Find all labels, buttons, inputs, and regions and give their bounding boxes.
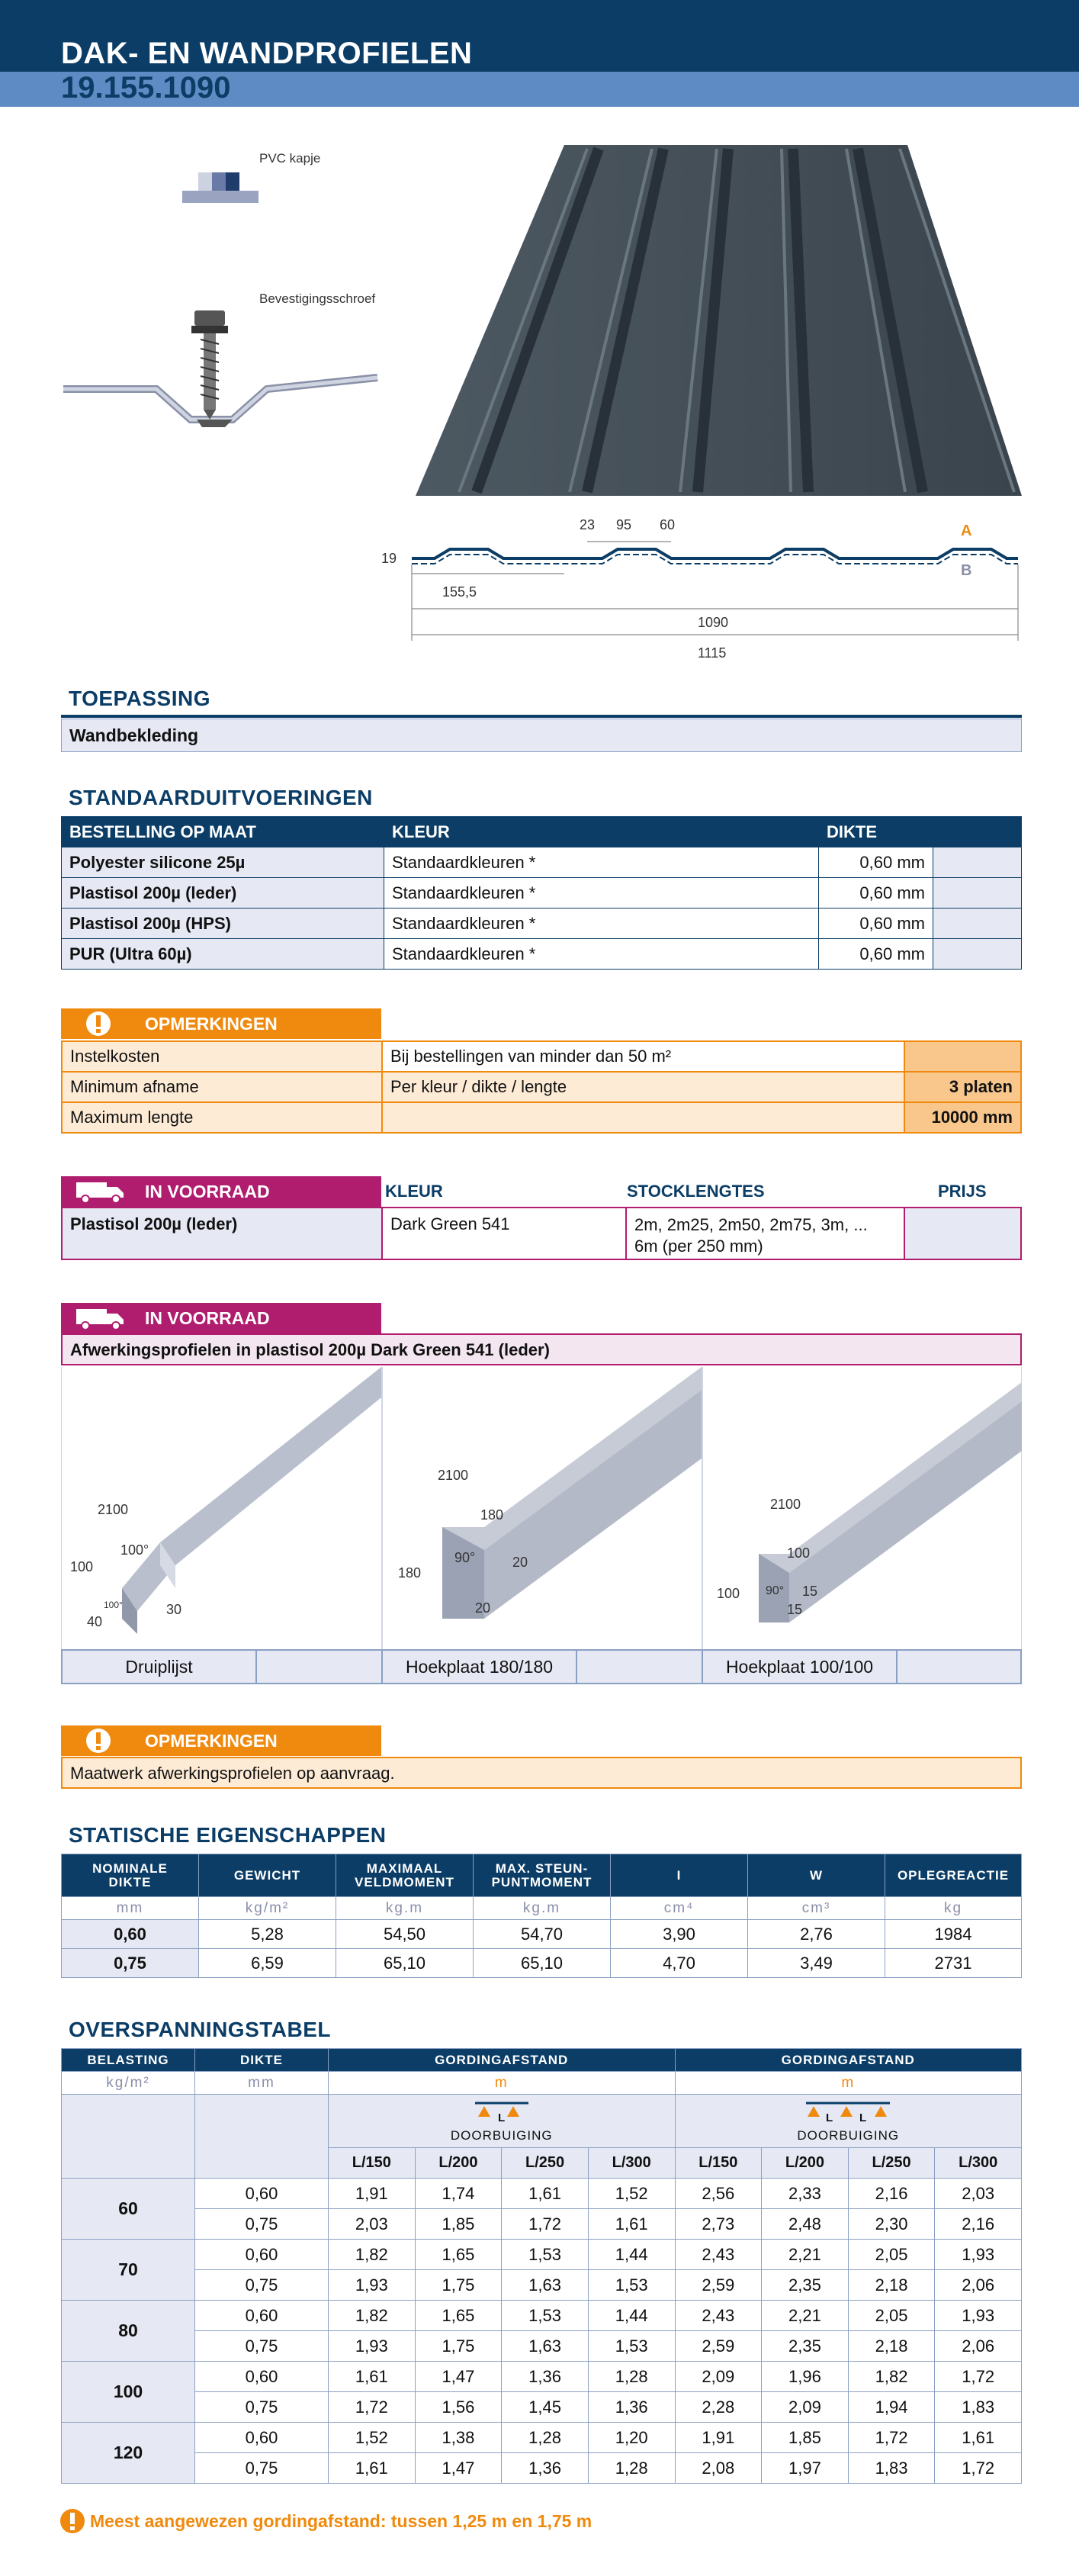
col-ratio: L/150	[675, 2148, 762, 2179]
standaard-table	[61, 816, 1022, 970]
cell: 2,73	[675, 2209, 762, 2240]
cell: 1,61	[502, 2179, 589, 2209]
dim-text: 40	[87, 1614, 103, 1629]
voorraad-col-stock: STOCKLENGTES	[627, 1182, 765, 1201]
col-bestelling: BESTELLING OP MAAT	[62, 817, 384, 847]
cell: 54,50	[336, 1920, 474, 1949]
cell: 1,97	[762, 2453, 849, 2484]
cell: 1,65	[415, 2301, 502, 2331]
dim-text: 2100	[98, 1502, 129, 1517]
col-belasting: BELASTING	[62, 2049, 195, 2072]
cell: 0,75	[62, 1949, 199, 1978]
table-row	[62, 2240, 1022, 2270]
cell: Standaardkleuren *	[384, 878, 819, 909]
cell: 2,16	[848, 2179, 935, 2209]
col-gordingafstand-2: GORDINGAFSTAND	[675, 2049, 1022, 2072]
stock-line-1: 2m, 2m25, 2m50, 2m75, 3m, ...	[634, 1215, 868, 1234]
col-dikte: DIKTE	[195, 2049, 329, 2072]
cell: 1,56	[415, 2392, 502, 2423]
cell: 0,75	[195, 2209, 329, 2240]
opmerkingen-title: OPMERKINGEN	[145, 1014, 278, 1034]
dim-23: 23	[580, 517, 596, 532]
cell: Per kleur / dikte / lengte	[382, 1072, 904, 1102]
col-header: W	[748, 1854, 885, 1897]
cell: 0,75	[195, 2392, 329, 2423]
dim-text: 100	[787, 1545, 811, 1561]
unit: cm⁴	[611, 1897, 748, 1920]
dim-text: 20	[512, 1555, 528, 1570]
cell: 3,90	[611, 1920, 748, 1949]
profile-names-table	[61, 1649, 1022, 1684]
table-row	[62, 2331, 1022, 2362]
cell: 1,82	[329, 2301, 416, 2331]
statisch-table	[61, 1854, 1022, 1978]
dim-text: 90°	[766, 1584, 785, 1597]
col-dikte: DIKTE	[819, 817, 933, 847]
dim-19: 19	[381, 551, 397, 566]
col-empty	[933, 817, 1022, 847]
table-row	[62, 1102, 1021, 1133]
cell: 1,85	[415, 2209, 502, 2240]
cell: 1,93	[935, 2301, 1022, 2331]
cell: 1,36	[502, 2362, 589, 2392]
warning-icon	[85, 1011, 111, 1037]
voorraad-title: IN VOORRAAD	[145, 1182, 270, 1201]
voorraad-col-prijs: PRIJS	[938, 1182, 987, 1201]
dim-155: 155,5	[442, 584, 477, 600]
table-row	[62, 2453, 1022, 2484]
unit: kg.m	[336, 1897, 474, 1920]
cell: 1,61	[329, 2362, 416, 2392]
cell	[195, 2095, 329, 2179]
doorbuiging-cell-2	[675, 2095, 1022, 2148]
dim-text: 180	[398, 1565, 422, 1581]
dim-1115: 1115	[698, 645, 727, 661]
profile-cross-section	[374, 511, 1029, 671]
truck-icon	[75, 1307, 128, 1330]
table-row	[62, 1920, 1022, 1949]
dim-text: 100°	[104, 1600, 123, 1610]
cell: 1,44	[588, 2301, 675, 2331]
col-header: OPLEGREACTIE	[885, 1854, 1022, 1897]
toepassing-value: Wandbekleding	[61, 719, 1022, 752]
units-row	[62, 2072, 1022, 2095]
cell: 2,43	[675, 2240, 762, 2270]
cell: 1,93	[329, 2270, 416, 2301]
load-cell: 100	[62, 2362, 195, 2423]
unit: kg	[885, 1897, 1022, 1920]
beam-icon	[798, 2098, 898, 2124]
cell: Plastisol 200µ (HPS)	[62, 909, 384, 939]
load-cell: 60	[62, 2179, 195, 2240]
cell: 2,03	[935, 2179, 1022, 2209]
cell: 1,91	[675, 2423, 762, 2453]
dim-text: 90°	[454, 1550, 476, 1565]
col-header: I	[611, 1854, 748, 1897]
cell: 1,61	[588, 2209, 675, 2240]
cell: 1,53	[502, 2301, 589, 2331]
cell: 2,05	[848, 2240, 935, 2270]
cell: 1,36	[588, 2392, 675, 2423]
dim-text: 20	[475, 1600, 491, 1616]
table-row	[62, 847, 1022, 878]
cell: 1,72	[329, 2392, 416, 2423]
dim-text: 15	[787, 1602, 803, 1617]
cell: 2,18	[848, 2331, 935, 2362]
col-ratio: L/250	[848, 2148, 935, 2179]
cell: 2731	[885, 1949, 1022, 1978]
unit: mm	[62, 1897, 199, 1920]
cell	[933, 939, 1022, 970]
cell: 2,35	[762, 2270, 849, 2301]
page-title: DAK- EN WANDPROFIELEN	[61, 37, 473, 70]
table-row	[62, 1072, 1021, 1102]
table-row	[62, 1949, 1022, 1978]
table-row	[62, 2301, 1022, 2331]
dim-text: 180	[480, 1507, 504, 1523]
opmerkingen-table	[61, 1040, 1022, 1134]
cell	[933, 878, 1022, 909]
divider	[702, 1367, 703, 1649]
cell: 3,49	[748, 1949, 885, 1978]
cell: 1,83	[935, 2392, 1022, 2423]
table-row	[62, 909, 1022, 939]
unit: m	[329, 2072, 676, 2095]
cell: 1,74	[415, 2179, 502, 2209]
cell: 3 platen	[904, 1072, 1021, 1102]
unit: mm	[195, 2072, 329, 2095]
table-row	[62, 2209, 1022, 2240]
cell: 2,76	[748, 1920, 885, 1949]
stock-line-2: 6m (per 250 mm)	[634, 1237, 763, 1256]
cell	[933, 909, 1022, 939]
cell: 0,60 mm	[819, 878, 933, 909]
cell: Instelkosten	[62, 1041, 382, 1072]
cell	[62, 2095, 195, 2179]
cell: 2,33	[762, 2179, 849, 2209]
label-b: B	[961, 562, 972, 579]
col-ratio: L/300	[588, 2148, 675, 2179]
product-code: 19.155.1090	[61, 71, 231, 105]
cell	[256, 1650, 382, 1684]
doorbuiging-cell-1	[329, 2095, 676, 2148]
cell: 1,28	[502, 2423, 589, 2453]
cell: 1,61	[935, 2423, 1022, 2453]
doorbuiging-label: DOORBUIGING	[797, 2128, 900, 2143]
cell: Standaardkleuren *	[384, 939, 819, 970]
cell: 1,38	[415, 2423, 502, 2453]
cell: 1,72	[848, 2423, 935, 2453]
cell: 1,61	[329, 2453, 416, 2484]
cell: 1,28	[588, 2362, 675, 2392]
dim-text: 100	[717, 1586, 740, 1601]
cell: 2,56	[675, 2179, 762, 2209]
voorraad-col-kleur: KLEUR	[385, 1182, 443, 1201]
cell: 2,43	[675, 2301, 762, 2331]
standaard-title: STANDAARDUITVOERINGEN	[69, 786, 373, 809]
cell: 1,47	[415, 2453, 502, 2484]
cell	[897, 1650, 1021, 1684]
cell: 1,45	[502, 2392, 589, 2423]
cell	[382, 1102, 904, 1133]
cell: 2,35	[762, 2331, 849, 2362]
col-gordingafstand-1: GORDINGAFSTAND	[329, 2049, 676, 2072]
cell: 0,60	[195, 2240, 329, 2270]
screw-label: Bevestigingsschroef	[259, 291, 376, 306]
ov-header-row	[62, 2049, 1022, 2072]
cell: 2,48	[762, 2209, 849, 2240]
overspanning-table	[61, 2048, 1022, 2484]
dim-95: 95	[616, 517, 632, 532]
standaard-header-row	[62, 817, 1022, 847]
overspanning-body	[62, 2179, 1022, 2484]
dim-text: 15	[802, 1584, 818, 1599]
voorraad2-subtitle: Afwerkingsprofielen in plastisol 200µ Dark Green 541 (leder)	[61, 1333, 1022, 1365]
cell: Polyester silicone 25µ	[62, 847, 384, 878]
cell: 0,60 mm	[819, 909, 933, 939]
cell: 2,59	[675, 2331, 762, 2362]
statisch-title: STATISCHE EIGENSCHAPPEN	[69, 1823, 387, 1847]
cell: 2,06	[935, 2270, 1022, 2301]
cell: 0,60	[195, 2301, 329, 2331]
cell: 2,21	[762, 2301, 849, 2331]
load-cell: 70	[62, 2240, 195, 2301]
table-row	[62, 939, 1022, 970]
beam-icon	[467, 2098, 536, 2124]
col-ratio: L/150	[329, 2148, 416, 2179]
table-row	[62, 2179, 1022, 2209]
L-label: L	[826, 2111, 834, 2124]
table-row	[62, 1208, 1021, 1259]
cell: 2,05	[848, 2301, 935, 2331]
cell: 0,60	[195, 2423, 329, 2453]
cell: Standaardkleuren *	[384, 909, 819, 939]
cell: 1,75	[415, 2331, 502, 2362]
cell: 1,85	[762, 2423, 849, 2453]
cell: Bij bestellingen van minder dan 50 m²	[382, 1041, 904, 1072]
cell: 1,72	[502, 2209, 589, 2240]
cell: 2,03	[329, 2209, 416, 2240]
roof-sheet-image	[412, 141, 1029, 500]
cell: 1,94	[848, 2392, 935, 2423]
cell: 0,75	[195, 2270, 329, 2301]
cell: 1,63	[502, 2331, 589, 2362]
L-label: L	[859, 2111, 868, 2124]
table-row	[62, 2392, 1022, 2423]
cell	[904, 1208, 1021, 1259]
cell: 1,82	[848, 2362, 935, 2392]
cell: 1,44	[588, 2240, 675, 2270]
statisch-header-row	[62, 1854, 1022, 1897]
cell: 2,30	[848, 2209, 935, 2240]
cell: 2,06	[935, 2331, 1022, 2362]
cell: Standaardkleuren *	[384, 847, 819, 878]
cell: Plastisol 200µ (leder)	[62, 878, 384, 909]
unit: kg.m	[474, 1897, 611, 1920]
cell: 65,10	[336, 1949, 474, 1978]
cell: 0,75	[195, 2453, 329, 2484]
dim-60: 60	[660, 517, 676, 532]
table-row	[62, 1041, 1021, 1072]
L-label: L	[497, 2111, 506, 2124]
opmerkingen2-text: Maatwerk afwerkingsprofielen op aanvraag.	[61, 1757, 1022, 1789]
cell: 1,36	[502, 2453, 589, 2484]
cell: 10000 mm	[904, 1102, 1021, 1133]
cell: 1,65	[415, 2240, 502, 2270]
cell: 2,28	[675, 2392, 762, 2423]
voorraad2-title: IN VOORRAAD	[145, 1308, 270, 1328]
profile-name-druiplijst: Druiplijst	[62, 1650, 256, 1684]
cell: 2,21	[762, 2240, 849, 2270]
cell: Dark Green 541	[382, 1208, 626, 1259]
warning-icon	[59, 2508, 85, 2534]
cell: 65,10	[474, 1949, 611, 1978]
col-header: MAXIMAAL VELDMOMENT	[336, 1854, 474, 1897]
divider	[381, 1367, 383, 1649]
profile-name-hoekplaat-180: Hoekplaat 180/180	[382, 1650, 576, 1684]
hoekplaat-180-drawing	[381, 1367, 702, 1649]
col-ratio: L/200	[762, 2148, 849, 2179]
dim-text: 100	[70, 1559, 94, 1574]
cell: 0,60	[195, 2179, 329, 2209]
cell: 54,70	[474, 1920, 611, 1949]
cell: 2,59	[675, 2270, 762, 2301]
voorraad-table	[61, 1207, 1022, 1260]
cell: 1,91	[329, 2179, 416, 2209]
cell: 1984	[885, 1920, 1022, 1949]
profile-name-hoekplaat-100: Hoekplaat 100/100	[702, 1650, 897, 1684]
toepassing-title: TOEPASSING	[69, 687, 211, 710]
col-ratio: L/200	[415, 2148, 502, 2179]
truck-icon	[75, 1181, 128, 1204]
table-row	[62, 2362, 1022, 2392]
cell	[933, 847, 1022, 878]
table-row	[62, 878, 1022, 909]
cell: 1,83	[848, 2453, 935, 2484]
toepassing-bar	[61, 715, 1022, 718]
unit: cm³	[748, 1897, 885, 1920]
screw-illustration	[57, 294, 385, 446]
pvc-cap-illustration	[179, 169, 263, 207]
label-a: A	[961, 523, 972, 539]
cell: 1,82	[329, 2240, 416, 2270]
cell: 1,53	[588, 2270, 675, 2301]
cell: 0,60 mm	[819, 939, 933, 970]
col-header: NOMINALE DIKTE	[62, 1854, 199, 1897]
cell: 1,72	[935, 2453, 1022, 2484]
cell: 1,28	[588, 2453, 675, 2484]
cell: 2,09	[762, 2392, 849, 2423]
cell: 2,18	[848, 2270, 935, 2301]
opmerkingen2-title: OPMERKINGEN	[145, 1731, 278, 1751]
unit: kg/m²	[199, 1897, 336, 1920]
load-cell: 80	[62, 2301, 195, 2362]
cell: 0,75	[195, 2331, 329, 2362]
col-header: MAX. STEUN- PUNTMOMENT	[474, 1854, 611, 1897]
col-kleur: KLEUR	[384, 817, 819, 847]
col-ratio: L/300	[935, 2148, 1022, 2179]
unit: m	[675, 2072, 1022, 2095]
cell: 2,09	[675, 2362, 762, 2392]
cell: 5,28	[199, 1920, 336, 1949]
table-row	[62, 2270, 1022, 2301]
unit: kg/m²	[62, 2072, 195, 2095]
cell: 1,20	[588, 2423, 675, 2453]
cell: 1,96	[762, 2362, 849, 2392]
cell: 2,16	[935, 2209, 1022, 2240]
cell: 1,63	[502, 2270, 589, 2301]
doorbuiging-row	[62, 2095, 1022, 2148]
cell-stocklengths	[626, 1208, 904, 1259]
dim-text: 2100	[770, 1497, 801, 1512]
cell: 1,52	[588, 2179, 675, 2209]
table-row	[62, 1650, 1021, 1684]
cell: 0,60	[62, 1920, 199, 1949]
pvc-label: PVC kapje	[259, 151, 321, 166]
cell: Minimum afname	[62, 1072, 382, 1102]
doorbuiging-label: DOORBUIGING	[450, 2128, 553, 2143]
dim-1090: 1090	[698, 615, 729, 630]
overspanning-title: OVERSPANNINGSTABEL	[69, 2018, 331, 2041]
dim-text: 30	[166, 1602, 182, 1617]
cell	[904, 1041, 1021, 1072]
cell: 0,60 mm	[819, 847, 933, 878]
col-ratio: L/250	[502, 2148, 589, 2179]
dim-text: 2100	[438, 1468, 469, 1483]
cell: 4,70	[611, 1949, 748, 1978]
cell: Maximum lengte	[62, 1102, 382, 1133]
warning-icon	[85, 1728, 111, 1754]
dim-text: 100°	[120, 1542, 149, 1558]
cell: 1,93	[935, 2240, 1022, 2270]
cell: Plastisol 200µ (leder)	[62, 1208, 382, 1259]
footnote: Meest aangewezen gordingafstand: tussen 1,25 m en 1,75 m	[90, 2511, 592, 2531]
cell: PUR (Ultra 60µ)	[62, 939, 384, 970]
cell: 0,60	[195, 2362, 329, 2392]
cell: 1,93	[329, 2331, 416, 2362]
load-cell: 120	[62, 2423, 195, 2484]
cell	[576, 1650, 702, 1684]
druiplijst-drawing	[61, 1367, 381, 1649]
units-row	[62, 1897, 1022, 1920]
cell: 1,75	[415, 2270, 502, 2301]
cell: 2,08	[675, 2453, 762, 2484]
table-row	[62, 2423, 1022, 2453]
cell: 6,59	[199, 1949, 336, 1978]
hoekplaat-100-drawing	[702, 1367, 1022, 1649]
cell: 1,53	[502, 2240, 589, 2270]
col-header: GEWICHT	[199, 1854, 336, 1897]
cell: 1,47	[415, 2362, 502, 2392]
cell: 1,72	[935, 2362, 1022, 2392]
cell: 1,52	[329, 2423, 416, 2453]
cell: 1,53	[588, 2331, 675, 2362]
